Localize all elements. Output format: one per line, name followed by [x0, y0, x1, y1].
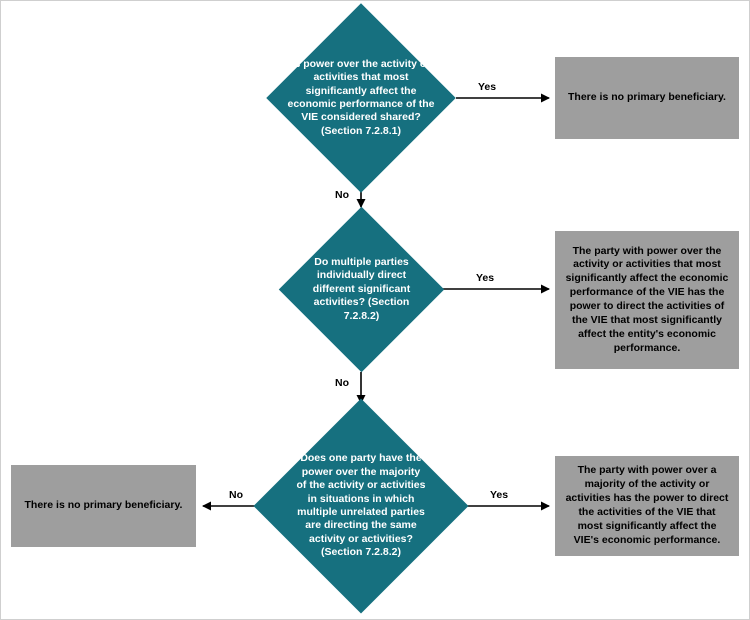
outcome-box-2: The party with power over the activity or activities that most significantly affect the economic performance of the VIE has the power to direct the activities of the VIE that most significantly affect the entity's economic performance.: [555, 231, 739, 369]
decision-shape-2: [279, 207, 444, 372]
decision-shape-1: [266, 3, 456, 193]
outcome-box-3: There is no primary beneficiary.: [11, 465, 196, 547]
outcome-box-4: The party with power over a majority of the activity or activities has the power to direct the activities of the VIE that most significantly affect the VIE's economic performance.: [555, 456, 739, 556]
edge-label-d2-no: No: [335, 377, 349, 389]
edge-label-d3-yes: Yes: [490, 489, 509, 501]
edge-label-d1-no: No: [335, 189, 349, 201]
decision-label-1: Is power over the activity or activities that most significantly affect the economic performance of the VIE considered shared? (Section 7.2.8.1): [287, 57, 435, 137]
decision-label-3: Does one party have the power over the majority of the activity or activities in situations in which multiple unrelated parties are directing the same activity or activities? (Section 7.2.8.2): [296, 452, 426, 559]
edge-label-d2-yes: Yes: [476, 272, 495, 284]
decision-shape-3: [254, 399, 469, 614]
edge-label-d1-yes: Yes: [478, 81, 497, 93]
decision-label-2: Do multiple parties individually direct different significant activities? (Section 7.2.8.2): [312, 255, 411, 322]
outcome-box-1: There is no primary beneficiary.: [555, 57, 739, 139]
edge-label-d3-no: No: [229, 489, 243, 501]
